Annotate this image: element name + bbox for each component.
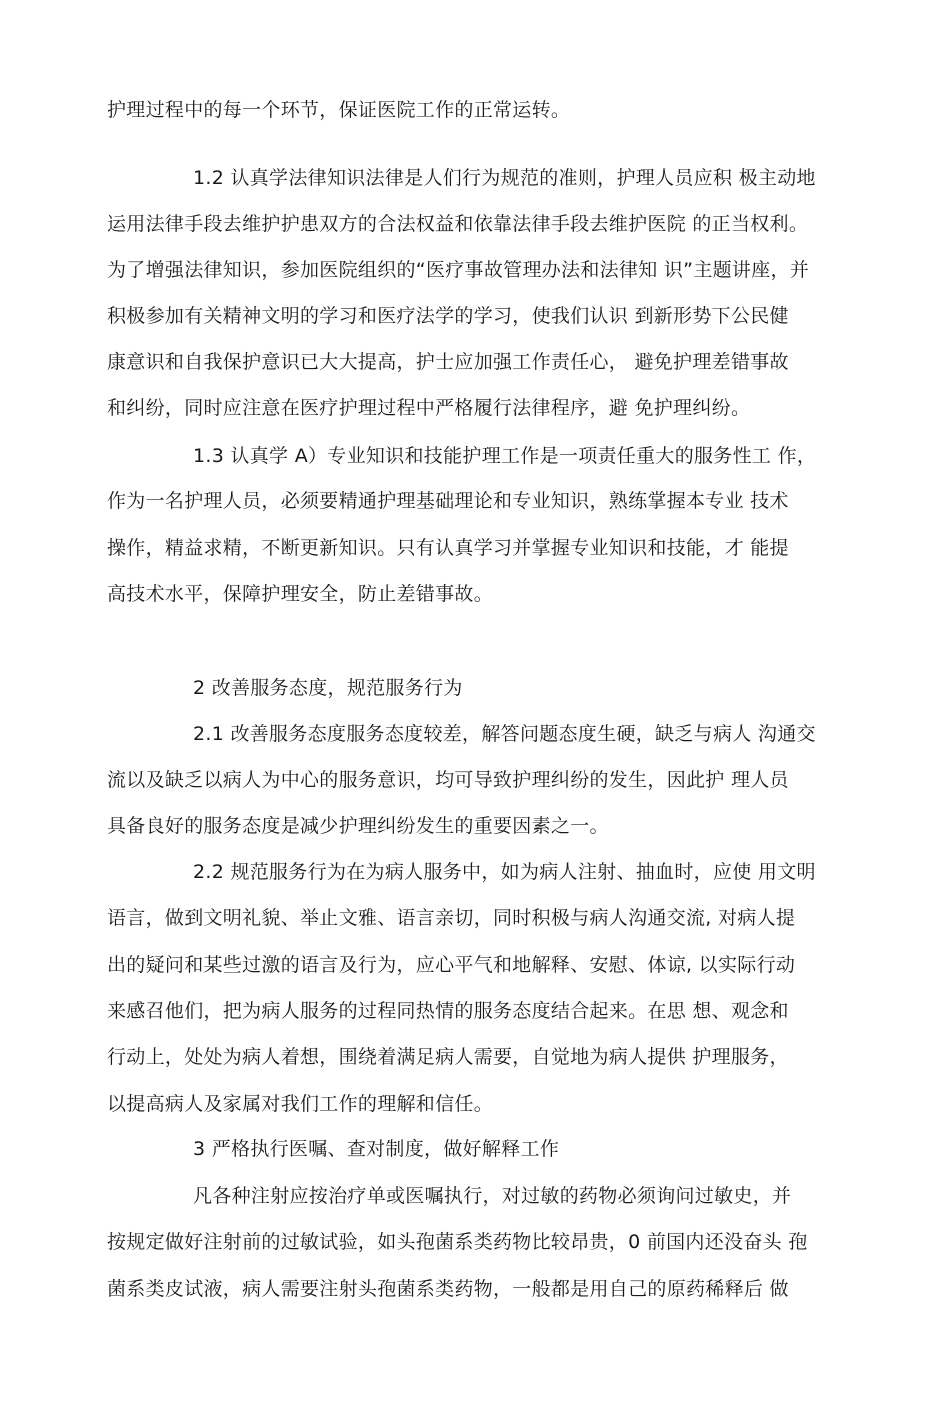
text-line: 和纠纷，同时应注意在医疗护理过程中严格履行法律程序，避 免护理纠纷。 (107, 397, 751, 419)
text-line: 具备良好的服务态度是减少护理纠纷发生的重要因素之一。 (107, 815, 609, 837)
section-heading: 2 改善服务态度，规范服务行为 (193, 677, 463, 699)
text-line: 1.3 认真学 A）专业知识和技能护理工作是一项责任重大的服务性工 作， (193, 445, 817, 467)
text-line: 运用法律手段去维护护患双方的合法权益和依靠法律手段去维护医院 的正当权利。 (107, 213, 809, 235)
text-line: 以提高病人及家属对我们工作的理解和信任。 (107, 1093, 494, 1115)
text-line: 为了增强法律知识，参加医院组织的“医疗事故管理办法和法律知 识”主题讲座，并 (107, 259, 810, 281)
text-line: 高技术水平，保障护理安全，防止差错事故。 (107, 583, 494, 605)
text-line: 出的疑问和某些过激的语言及行为，应心平气和地解释、安慰、体谅, 以实际行动 (107, 954, 796, 976)
text-line: 菌系类皮试液，病人需要注射头孢菌系类药物，一般都是用自己的原药稀释后 做 (107, 1278, 789, 1300)
section-heading: 3 严格执行医嘱、查对制度，做好解释工作 (193, 1138, 560, 1160)
text-line: 操作，精益求精，不断更新知识。只有认真学习并掌握专业知识和技能，才 能提 (107, 537, 789, 559)
text-line: 语言，做到文明礼貌、举止文雅、语言亲切，同时积极与病人沟通交流, 对病人提 (107, 907, 796, 929)
text-line: 2.2 规范服务行为在为病人服务中，如为病人注射、抽血时，应使 用文明 (193, 861, 816, 883)
text-line: 2.1 改善服务态度服务态度较差，解答问题态度生硬，缺乏与病人 沟通交 (193, 723, 816, 745)
text-line: 护理过程中的每一个环节，保证医院工作的正常运转。 (107, 99, 571, 121)
text-line: 流以及缺乏以病人为中心的服务意识，均可导致护理纠纷的发生，因此护 理人员 (107, 769, 789, 791)
text-line: 1.2 认真学法律知识法律是人们行为规范的准则，护理人员应积 极主动地 (193, 167, 816, 189)
text-line: 来感召他们，把为病人服务的过程同热情的服务态度结合起来。在思 想、观念和 (107, 1000, 789, 1022)
text-line: 康意识和自我保护意识已大大提高，护士应加强工作责任心， 避免护理差错事故 (107, 351, 789, 373)
text-line: 作为一名护理人员，必须要精通护理基础理论和专业知识，熟练掌握本专业 技术 (107, 490, 789, 512)
text-line: 行动上，处处为病人着想，围绕着满足病人需要，自觉地为病人提供 护理服务， (107, 1046, 789, 1068)
text-line: 积极参加有关精神文明的学习和医疗法学的学习，使我们认识 到新形势下公民健 (107, 305, 789, 327)
text-line: 凡各种注射应按治疗单或医嘱执行，对过敏的药物必须询问过敏史，并 (193, 1185, 792, 1207)
text-line: 按规定做好注射前的过敏试验，如头孢菌系类药物比较昂贵，0 前国内还没奋头 孢 (107, 1231, 808, 1253)
